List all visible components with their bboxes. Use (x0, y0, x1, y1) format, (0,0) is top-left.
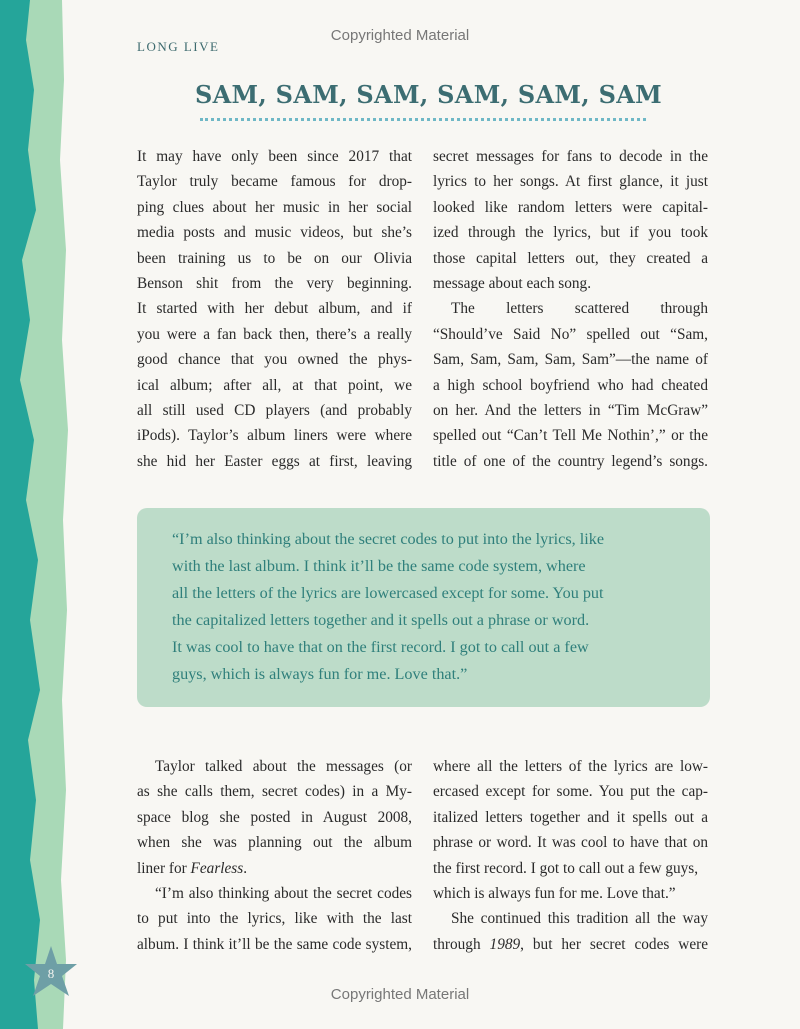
text-segment: the first record. I got to call out a few guys, (433, 859, 699, 877)
text-segment: ized through the lyrics, but if you took (433, 224, 708, 242)
bottom-left-column (137, 754, 412, 957)
text-segment: The letters scattered through (451, 300, 708, 318)
text-line (137, 398, 412, 423)
text-segment: italized letters together and it spells out a (433, 808, 708, 826)
watermark-bottom: Copyrighted Material (330, 986, 470, 1003)
text-line (137, 805, 412, 830)
text-line (433, 856, 708, 881)
text-line (137, 144, 412, 169)
text-segment: “Should’ve Said No” spelled out “Sam, (433, 325, 708, 343)
text-line (137, 246, 412, 271)
top-right-column (433, 144, 708, 474)
italic-title: 1989 (489, 935, 521, 953)
quote-line: guys, which is always fun for me. Love that.” (172, 665, 468, 683)
text-segment: space blog she posted in August 2008, (137, 808, 412, 826)
text-segment: through (433, 935, 490, 953)
quote-line: “I’m also thinking about the secret codes to put into the lyrics, like (172, 530, 605, 548)
painted-edge-decoration (0, 0, 80, 1029)
text-segment: ercased except for some. You put the cap- (433, 783, 708, 801)
text-segment: all still used CD players (and probably (137, 401, 412, 419)
text-segment: which is always fun for me. Love that.” (433, 884, 676, 902)
text-line (137, 347, 412, 372)
text-line (433, 195, 708, 220)
text-line (137, 881, 412, 906)
text-line (137, 906, 412, 931)
text-segment: secret messages for fans to decode in the (433, 148, 708, 165)
text-line (433, 271, 708, 296)
text-line (433, 830, 708, 855)
text-line (137, 195, 412, 220)
text-line (137, 169, 412, 194)
quote-line: It was cool to have that on the first record. I got to call out a few (172, 638, 589, 656)
top-left-column (137, 144, 412, 474)
quote-line: the capitalized letters together and it spells out a phrase or word. (172, 611, 590, 629)
text-segment: she hid her Easter eggs at first, leaving (137, 452, 412, 470)
text-segment: to put into the lyrics, like with the last (137, 910, 412, 928)
text-line (433, 906, 708, 931)
text-line (137, 322, 412, 347)
pull-quote-box (137, 508, 710, 707)
text-segment: Sam, Sam, Sam, Sam, Sam”—the name of (433, 351, 708, 369)
text-segment: you were a fan back then, there’s a really (137, 325, 412, 343)
text-line (433, 144, 708, 169)
text-line (433, 932, 708, 957)
text-line (137, 754, 412, 779)
text-segment: those capital letters out, they created a (433, 249, 708, 267)
text-line (433, 881, 708, 906)
text-line (433, 398, 708, 423)
text-segment: a high school boyfriend who had cheated (433, 376, 708, 394)
quote-line: all the letters of the lyrics are lowercased except for some. You put (172, 584, 604, 602)
text-segment: media posts and music videos, but she’s (137, 224, 412, 242)
text-line (433, 296, 708, 321)
text-line (433, 246, 708, 271)
text-line (433, 373, 708, 398)
page-number: 8 (47, 966, 55, 981)
running-head: LONG LIVE (137, 39, 220, 54)
text-line (137, 932, 412, 957)
text-line (137, 423, 412, 448)
text-line (433, 423, 708, 448)
watermark-top: Copyrighted Material (330, 27, 470, 44)
text-line (433, 220, 708, 245)
text-line (137, 779, 412, 804)
text-segment: lyrics to her songs. At first glance, it just (433, 173, 708, 191)
text-segment: It started with her debut album, and if (137, 300, 412, 318)
title-dotted-rule (200, 118, 646, 121)
text-line (137, 296, 412, 321)
text-segment: where all the letters of the lyrics are low- (433, 758, 708, 775)
pull-quote-text (172, 526, 604, 688)
text-segment: when she was planning out the album (137, 834, 412, 852)
text-segment: Benson shit from the very beginning. (137, 274, 412, 292)
text-segment: It may have only been since 2017 that (137, 148, 412, 165)
text-segment: Taylor talked about the messages (or (155, 758, 412, 775)
text-segment: as she calls them, secret codes) in a My- (137, 783, 412, 801)
text-segment: liner for (137, 859, 191, 877)
text-line (137, 830, 412, 855)
text-segment: ical album; after all, at that point, we (137, 376, 412, 394)
text-segment: “I’m also thinking about the secret codes (155, 884, 412, 902)
text-line (137, 271, 412, 296)
text-segment: iPods). Taylor’s album liners were where (137, 427, 412, 445)
text-line (433, 754, 708, 779)
text-line (433, 805, 708, 830)
text-line (433, 322, 708, 347)
text-line (433, 449, 708, 474)
quote-line: with the last album. I think it’ll be the same code system, where (172, 557, 586, 575)
italic-title: Fearless (190, 859, 244, 877)
text-line (137, 856, 412, 881)
text-segment: Taylor truly became famous for drop- (137, 173, 412, 191)
text-segment: ping clues about her music in her social (137, 198, 412, 216)
text-segment: been training us to be on our Olivia (137, 249, 412, 267)
text-line (433, 779, 708, 804)
section-title: SAM, SAM, SAM, SAM, SAM, SAM (194, 80, 663, 109)
text-segment: title of one of the country legend’s songs. (433, 452, 708, 470)
text-segment: She continued this tradition all the way (451, 910, 708, 928)
text-line (137, 373, 412, 398)
text-segment: looked like random letters were capital- (433, 198, 708, 216)
text-segment: message about each song. (433, 274, 592, 292)
text-segment: spelled out “Can’t Tell Me Nothin’,” or the (433, 427, 708, 445)
text-segment: , but her secret codes were (520, 935, 708, 953)
text-segment: good chance that you owned the phys- (137, 351, 412, 369)
text-line (137, 449, 412, 474)
text-segment: on her. And the letters in “Tim McGraw” (433, 401, 708, 419)
text-line (433, 169, 708, 194)
text-segment: phrase or word. It was cool to have that on (433, 834, 708, 852)
text-segment: album. I think it’ll be the same code system, (137, 935, 412, 953)
text-line (137, 220, 412, 245)
text-segment: . (243, 859, 248, 877)
text-line (433, 347, 708, 372)
bottom-right-column (433, 754, 708, 957)
